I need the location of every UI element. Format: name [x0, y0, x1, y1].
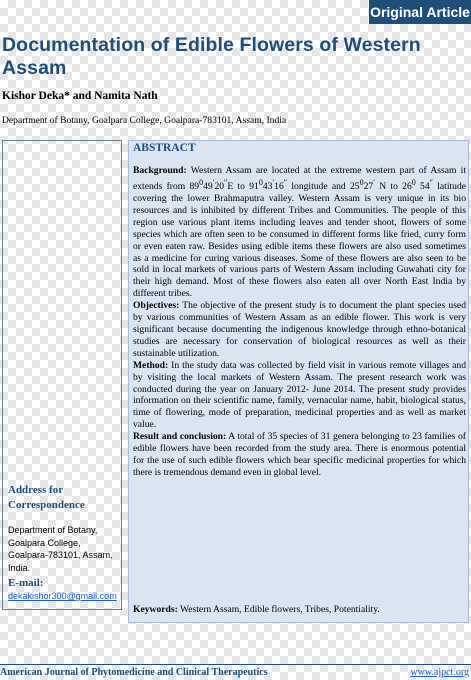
journal-name: American Journal of Phytomedicine and Clinical Therapeutics [0, 667, 268, 678]
abstract-method [133, 360, 466, 431]
article-type-badge: Original Article [369, 0, 471, 24]
email-link[interactable]: dekakishor300@gmail.com [8, 591, 117, 601]
background-text-6: 16 [274, 181, 284, 193]
email-label: E-mail: [8, 577, 44, 589]
objectives-label: Objectives: [133, 300, 180, 312]
background-text-7: longitude and 25 [287, 181, 360, 193]
background-text-10: 54 [415, 181, 430, 193]
background-text-8: 27 [363, 181, 374, 193]
keywords [133, 604, 466, 616]
correspondence-address: Department of Botany, Goalpara College, Goalpara-783101, Assam, India. [8, 525, 113, 573]
method-text: In the study data was collected by field visit in various remote villages and by visiting the local markets of Western Assam. The present research work was conducted during the year on January 2012- June 2014. The present study provides information on their scientific name, family, vernacular name, habit, biological status, time of flowering, mode of preparation, medicinal properties and as well as market value. [133, 359, 466, 431]
abstract-result [133, 431, 466, 479]
affiliation: Department of Botany, Goalpara College, Goalpara-783101, Assam, India [2, 115, 287, 126]
keywords-label: Keywords: [133, 604, 178, 615]
background-text-3: 20 [214, 181, 225, 193]
background-text-11: latitude covering the lower Brahmaputra valley. Western Assam is very unique in its bio resources and is inhibited by different Tribes and Communities. The people of this region use various plant items including leaves and tender shoot, flowers of some species which are often seen to be consumed in different forms like fried, curry form or even eaten raw. Besides using edible items these flowers are also used sometimes as a medicine for curing various diseases. Some of these flowers are also seen to be sold in local markets of various parts of Western Assam including Guwahati city for their high demand. Most of these flowers also eaten all over North East India by different tribes. [133, 181, 467, 300]
correspondence-email-line [8, 577, 123, 603]
objectives-text: The objective of the present study is to document the plant species used by various communities of Western Assam as an edible flower. This work is very significant because documenting the indigenous knowledge through ethno-botanical studies are necessary for conservation of biological resources as well as their sustainable utilization. [133, 300, 466, 359]
background-label: Background: [133, 165, 187, 176]
result-label: Result and conclusion: [133, 431, 227, 443]
background-text-1: Western Assam are located at the extreme western part of Assam it extends from 89 [133, 165, 466, 193]
paper-title: Documentation of Edible Flowers of Western Assam [2, 34, 421, 79]
abstract-body [133, 165, 466, 479]
background-text-4: E to 91 [227, 181, 259, 193]
abstract-heading: ABSTRACT [133, 142, 196, 154]
result-text: A total of 35 species of 31 genera belonging to 23 families of edible flowers have been recorded from the study area. There is enormous potential for the use of such edible flowers which bear specific medicinal properties for which there is tremendous demand even in global level. [133, 431, 467, 478]
abstract-objectives [133, 300, 466, 360]
background-text-5: 43 [262, 181, 273, 193]
authors: Kishor Deka* and Namita Nath [2, 90, 158, 102]
abstract-background: Background: Western Assam are located at the extreme western part of Assam it extends from $89^049'20''E$ to $91^043'16''$ longitude and $25^027'$ N to $26^0$ 54″ latitude covering the lower Brahmaputra valley. Western Assam is very unique in its bio resources and is inhibited by different Tribes and Communities. The people of this region use various plant items including leaves and tender shoot, flowers of some species which are often seen to be consumed in different forms like fried, curry form or even eaten raw. Besides using edible items these flowers are also used sometimes as a medicine for curing various diseases. Some of these flowers are also seen to be sold in local markets of various parts of Western Assam including Guwahati city for their high demand. Most of these flowers also eaten all over North East India by different tribes. [133, 165, 467, 300]
keywords-text: Western Assam, Edible flowers, Tribes, Potentiality. [177, 604, 380, 615]
background-text-9: N to 26 [374, 181, 412, 193]
background-text-2: 49 [203, 181, 213, 193]
correspondence-heading: Address for Correspondence [8, 484, 85, 511]
method-label: Method: [133, 359, 169, 371]
journal-url-link[interactable]: www.ajpct.org [410, 667, 469, 678]
footer-divider [0, 664, 471, 665]
